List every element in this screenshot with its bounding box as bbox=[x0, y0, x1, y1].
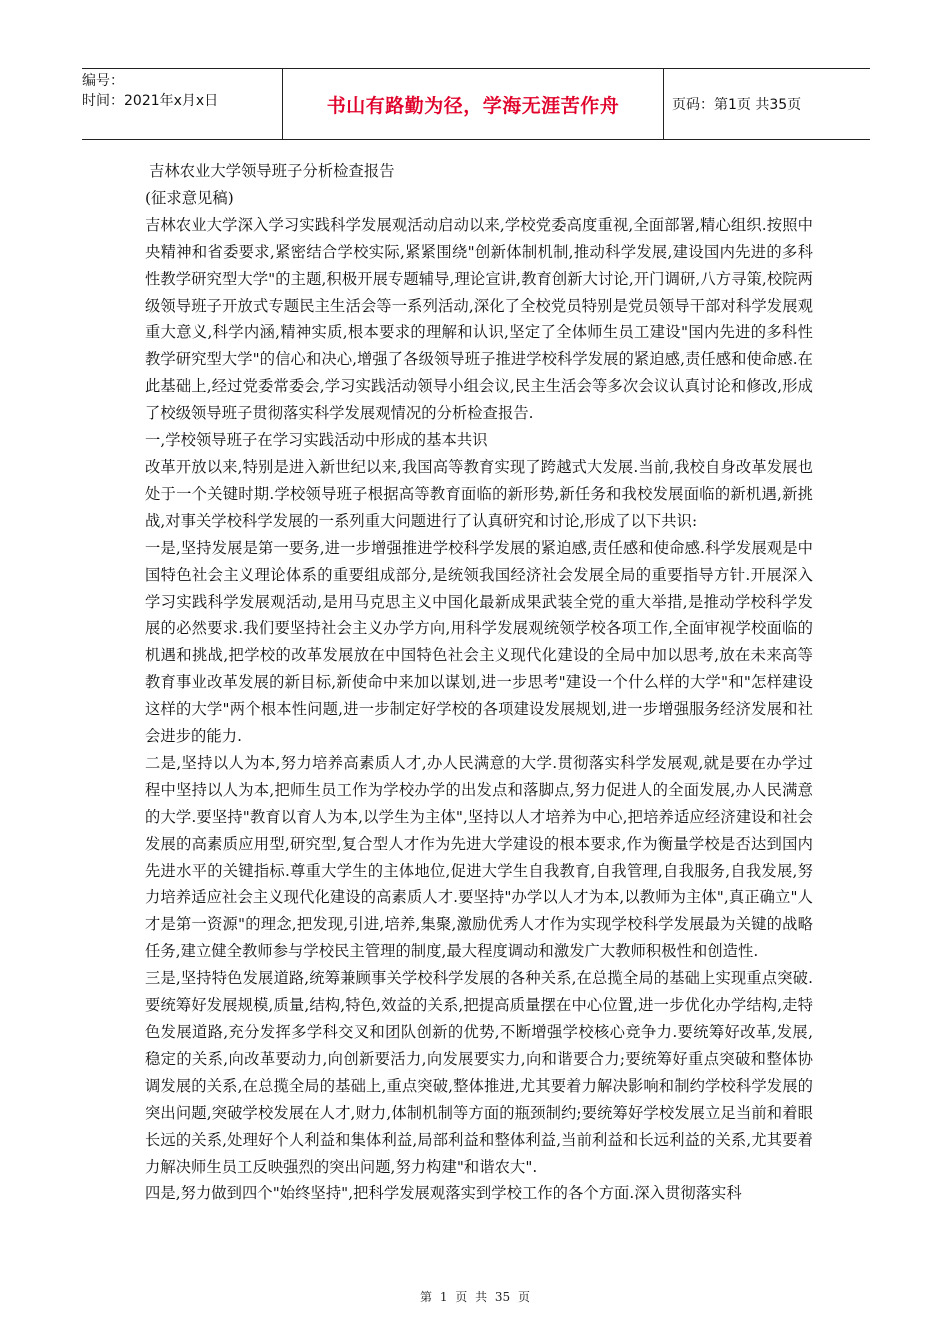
document-body bbox=[145, 158, 813, 1207]
header-page-info bbox=[664, 69, 870, 139]
paragraph: 二是,坚持以人为本,努力培养高素质人才,办人民满意的大学.贯彻落实科学发展观,就是要在办学过程中坚持以人为本,把师生员工作为学校办学的出发点和落脚点,努力促进人的全面发展,办人民满意的大学.要坚持"教育以育人为本,以学生为主体",坚持以人才培养为中心,把培养适应经济建设和社会发展的高素质应用型,研究型,复合型人才作为先进大学建设的根本要求,作为衡量学校是否达到国内先进水平的关键指标.尊重大学生的主体地位,促进大学生自我教育,自我管理,自我服务,自我发展,努力培养适应社会主义现代化建设的高素质人才.要坚持"办学以人才为本,以教师为主体",真正确立"人才是第一资源"的理念,把发现,引进,培养,集聚,激励优秀人才作为实现学校科学发展最为关键的战略任务,建立健全教师参与学校民主管理的制度,最大程度调动和激发广大教师积极性和创造性. bbox=[145, 753, 813, 961]
page-info-text: 页码：第1页 共35页 bbox=[672, 97, 802, 113]
paragraph: 改革开放以来,特别是进入新世纪以来,我国高等教育实现了跨越式大发展.当前,我校自身改革发展也处于一个关键时期.学校领导班子根据高等教育面临的新形势,新任务和我校发展面临的新机遇,新挑战,对事关学校科学发展的一系列重大问题进行了认真研究和讨论,形成了以下共识: bbox=[145, 457, 813, 530]
paragraph: 一是,坚持发展是第一要务,进一步增强推进学校科学发展的紧迫感,责任感和使命感.科学发展观是中国特色社会主义理论体系的重要组成部分,是统领我国经济社会发展全局的重要指导方针.开展深入学习实践科学发展观活动,是用马克思主义中国化最新成果武装全党的重大举措,是推动学校科学发展的必然要求.我们要坚持社会主义办学方向,用科学发展观统领学校各项工作,全面审视学校面临的机遇和挑战,把学校的改革发展放在中国特色社会主义现代化建设的全局中加以思考,放在未来高等教育事业改革发展的新目标,新使命中来加以谋划,进一步思考"建设一个什么样的大学"和"怎样建设这样的大学"两个根本性问题,进一步制定好学校的各项建设发展规划,进一步增强服务经济发展和社会进步的能力. bbox=[145, 538, 813, 746]
page-footer bbox=[0, 1288, 950, 1305]
page-number: 第 1 页 共 35 页 bbox=[420, 1290, 530, 1304]
header-meta bbox=[82, 69, 282, 139]
time-label: 时间：2021年x月x日 bbox=[82, 93, 219, 109]
paragraph: 四是,努力做到四个"始终坚持",把科学发展观落实到学校工作的各个方面.深入贯彻落实科 bbox=[145, 1184, 742, 1203]
page-header bbox=[82, 68, 870, 140]
number-label: 编号： bbox=[82, 73, 124, 89]
paragraph: 三是,坚持特色发展道路,统筹兼顾事关学校科学发展的各种关系,在总揽全局的基础上实现重点突破.要统筹好发展规模,质量,结构,特色,效益的关系,把提高质量摆在中心位置,进一步优化办学结构,走特色发展道路,充分发挥多学科交叉和团队创新的优势,不断增强学校核心竞争力.要统筹好改革,发展,稳定的关系,向改革要动力,向创新要活力,向发展要实力,向和谐要合力;要统筹好重点突破和整体协调发展的关系,在总揽全局的基础上,重点突破,整体推进,尤其要着力解决影响和制约学校科学发展的突出问题,突破学校发展在人才,财力,体制机制等方面的瓶颈制约;要统筹好学校发展立足当前和着眼长远的关系,处理好个人利益和集体利益,局部利益和整体利益,当前利益和长远利益的关系,尤其要着力解决师生员工反映强烈的突出问题,努力构建"和谐农大". bbox=[145, 969, 813, 1176]
document-subtitle: (征求意见稿) bbox=[145, 188, 234, 207]
motto-text: 书山有路勤为径，学海无涯苦作舟 bbox=[326, 94, 620, 117]
paragraph: 吉林农业大学深入学习实践科学发展观活动启动以来,学校党委高度重视,全面部署,精心组织.按照中央精神和省委要求,紧密结合学校实际,紧紧围绕"创新体制机制,推动科学发展,建设国内先进的多科性教学研究型大学"的主题,积极开展专题辅导,理论宣讲,教育创新大讨论,开门调研,八方寻策,校院两级领导班子开放式专题民主生活会等一系列活动,深化了全校党员特别是党员领导干部对科学发展观重大意义,科学内涵,精神实质,根本要求的理解和认识,坚定了全体师生员工建设"国内先进的多科性教学研究型大学"的信心和决心,增强了各级领导班子推进学校科学发展的紧迫感,责任感和使命感.在此基础上,经过党委常委会,学习实践活动领导小组会议,民主生活会等多次会议认真讨论和修改,形成了校级领导班子贯彻落实科学发展观情况的分析检查报告. bbox=[145, 215, 813, 423]
document-title: 吉林农业大学领导班子分析检查报告 bbox=[149, 162, 395, 180]
section-heading: 一,学校领导班子在学习实践活动中形成的基本共识 bbox=[145, 431, 488, 450]
header-motto-cell bbox=[282, 69, 664, 139]
